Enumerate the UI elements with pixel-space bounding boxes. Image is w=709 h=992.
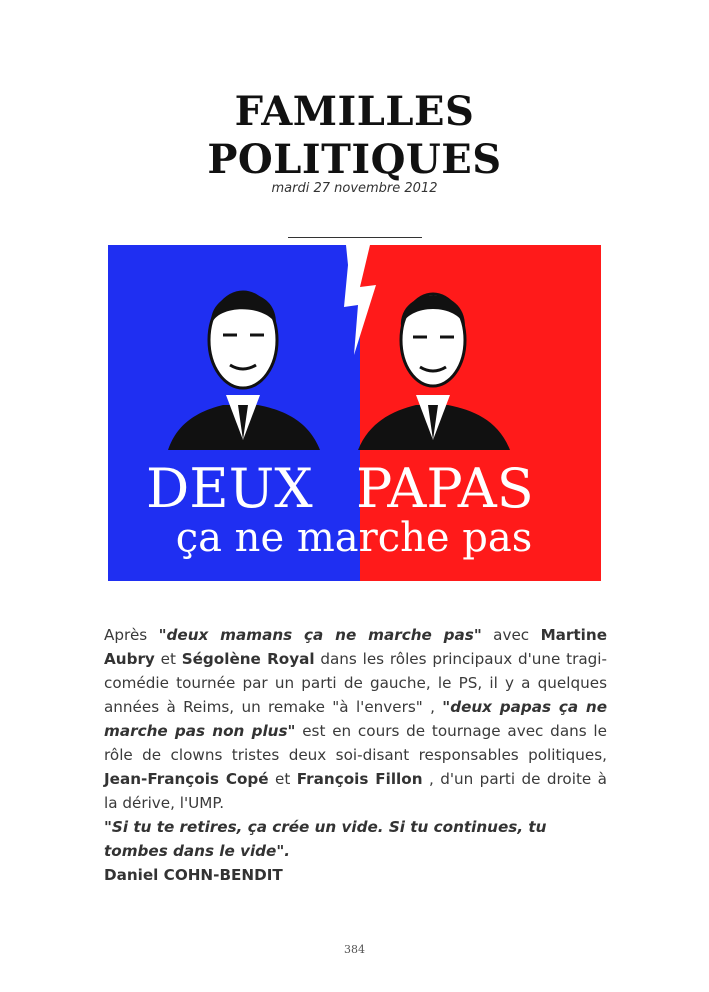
title-line-2: POLITIQUES bbox=[207, 136, 502, 183]
poster-word-deux: DEUX bbox=[146, 457, 313, 520]
closing-quote: "Si tu te retires, ça crée un vide. Si tu continues, tu tombes dans le vide". bbox=[104, 818, 547, 860]
text-span: et bbox=[154, 650, 182, 668]
title-line-1: FAMILLES bbox=[234, 88, 475, 135]
page-number: 384 bbox=[344, 943, 365, 956]
separator-rule bbox=[288, 237, 422, 238]
text-span: et bbox=[268, 770, 297, 788]
text-span: Après bbox=[104, 626, 159, 644]
post-date: mardi 27 novembre 2012 bbox=[271, 181, 438, 196]
quote-inline-1: "deux mamans ça ne marche pas" bbox=[158, 626, 482, 644]
text-span: , d'un parti de droite à la dérive, l'UMP. bbox=[104, 770, 607, 812]
person-name: Ségolène Royal bbox=[181, 650, 315, 668]
text-span: est en cours de tournage avec dans le rôle de clowns tristes deux soi-disant responsables politiques, bbox=[104, 722, 607, 764]
quote-inline-2: "deux papas ça ne marche pas non plus" bbox=[104, 698, 608, 740]
poster-word-papas: PAPAS bbox=[356, 457, 534, 520]
quote-author: Daniel COHN-BENDIT bbox=[104, 866, 283, 884]
article-body bbox=[104, 623, 607, 887]
text-span: avec bbox=[481, 626, 541, 644]
poster-image bbox=[108, 245, 601, 581]
person-name: Martine Aubry bbox=[104, 626, 607, 668]
text-span: dans les rôles principaux d'une tragi-comédie tournée par un parti de gauche, le PS, il y a quelques années à Reims, un remake "à l'envers" , bbox=[104, 650, 607, 716]
person-name: Jean-François Copé bbox=[104, 770, 269, 788]
person-name: François Fillon bbox=[296, 770, 423, 788]
poster-subtitle: ça ne marche pas bbox=[175, 515, 533, 561]
article-paragraph bbox=[104, 623, 607, 815]
